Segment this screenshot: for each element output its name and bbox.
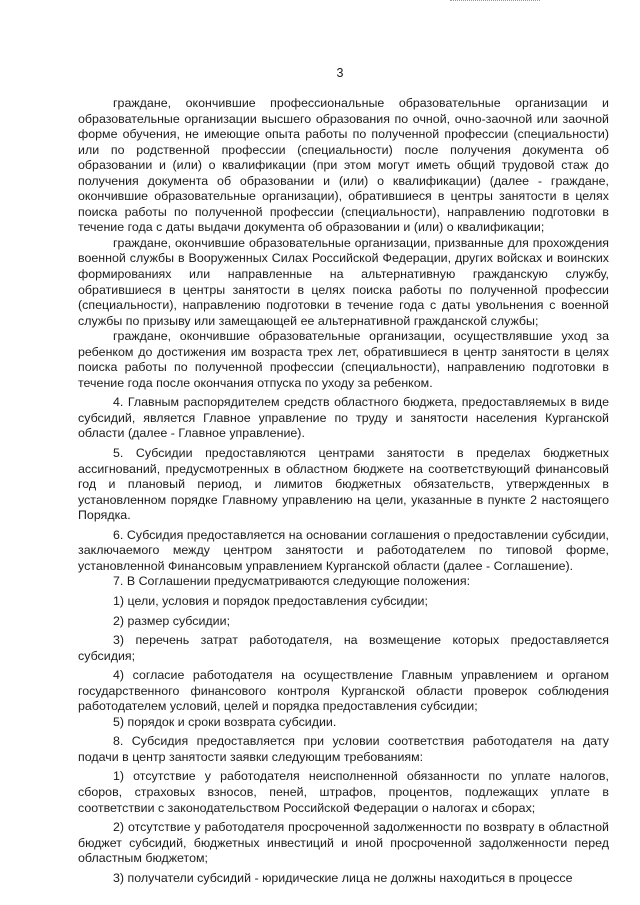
list-item-8-1: 1) отсутствие у работодателя неисполненной обязанности по уплате налогов, сборов, страховых взносов, пеней, штрафов, процентов, подлежащих уплате в соответствии с законодательством Российской Федерации о налогах и сборах; xyxy=(78,769,609,815)
list-item-7-2: 2) размер субсидии; xyxy=(113,613,231,628)
list-item-7-4: 4) согласие работодателя на осуществление Главным управлением и органом государственного финансового контроля Курганской области проверок соблюдения работодателем условий, целей и порядка предоставления субсидии; xyxy=(78,668,609,714)
list-item-7-3: 3) перечень затрат работодателя, на возмещение которых предоставляется субсидия; xyxy=(78,633,609,663)
list-item-7-1: 1) цели, условия и порядок предоставления субсидии; xyxy=(113,593,428,608)
paragraph-childcare: граждане, окончившие образовательные организации, осуществлявшие уход за ребенком до достижения им возраста трех лет, обратившиеся в центр занятости в целях поиска работы по полученной профессии (специальности), направлению подготовки в течение года после окончания отпуска по уходу за ребенком. xyxy=(78,329,609,390)
document-body xyxy=(78,96,609,886)
paragraph-item-5: 5. Субсидии предоставляются центрами занятости в пределах бюджетных ассигнований, предусмотренных в областном бюджете на соответствующий финансовый год и плановый период, и лимитов бюджетных обязательств, утвержденных в установленном порядке Главному управлению на цели, указанные в пункте 2 настоящего Порядка. xyxy=(78,446,609,523)
list-item-8-3: 3) получатели субсидий - юридические лица не должны находиться в процессе xyxy=(113,870,573,885)
list-item-8-2: 2) отсутствие у работодателя просроченной задолженности по возврату в областной бюджет субсидий, бюджетных инвестиций и иной просроченной задолженности перед областным бюджетом; xyxy=(78,820,609,866)
paragraph-military-service: граждане, окончившие образовательные организации, призванные для прохождения военной службы в Вооруженных Силах Российской Федерации, других войсках и воинских формированиях или направленные на альтернативную гражданскую службу, обратившиеся в центры занятости в целях поиска работы по полученной профессии (специальности), направлению подготовки в течение года с даты увольнения с военной службы по призыву или замещающей ее альтернативной гражданской службы; xyxy=(78,235,609,328)
scan-artifact xyxy=(450,0,540,2)
list-item-7-5: 5) порядок и сроки возврата субсидии. xyxy=(113,714,337,729)
paragraph-item-8: 8. Субсидия предоставляется при условии соответствия работодателя на дату подачи в центр занятости заявки следующим требованиям: xyxy=(78,734,609,764)
page-number: 3 xyxy=(336,66,344,80)
paragraph-item-6: 6. Субсидия предоставляется на основании соглашения о предоставлении субсидии, заключаемого между центром занятости и работодателем по типовой форме, установленной Финансовым управлением Курганской области (далее - Соглашение). xyxy=(78,527,609,573)
paragraph-graduates: граждане, окончившие профессиональные образовательные организации и образовательные организации высшего образования по очной, очно-заочной или заочной форме обучения, не имеющие опыта работы по полученной профессии (специальности) или по родственной профессии (специальности) после получения документа об образовании и (или) о квалификации (при этом могут иметь общий трудовой стаж до получения документа об образовании и (или) о квалификации) (далее - граждане, окончившие образовательные организации), обратившиеся в центры занятости в целях поиска работы по полученной профессии (специальности), направлению подготовки в течение года с даты выдачи документа об образовании и (или) о квалификации; xyxy=(78,96,609,235)
paragraph-item-7: 7. В Соглашении предусматриваются следующие положения: xyxy=(113,574,471,589)
paragraph-item-4: 4. Главным распорядителем средств областного бюджета, предоставляемых в виде субсидий, является Главное управление по труду и занятости населения Курганской области (далее - Главное управление). xyxy=(78,395,609,441)
